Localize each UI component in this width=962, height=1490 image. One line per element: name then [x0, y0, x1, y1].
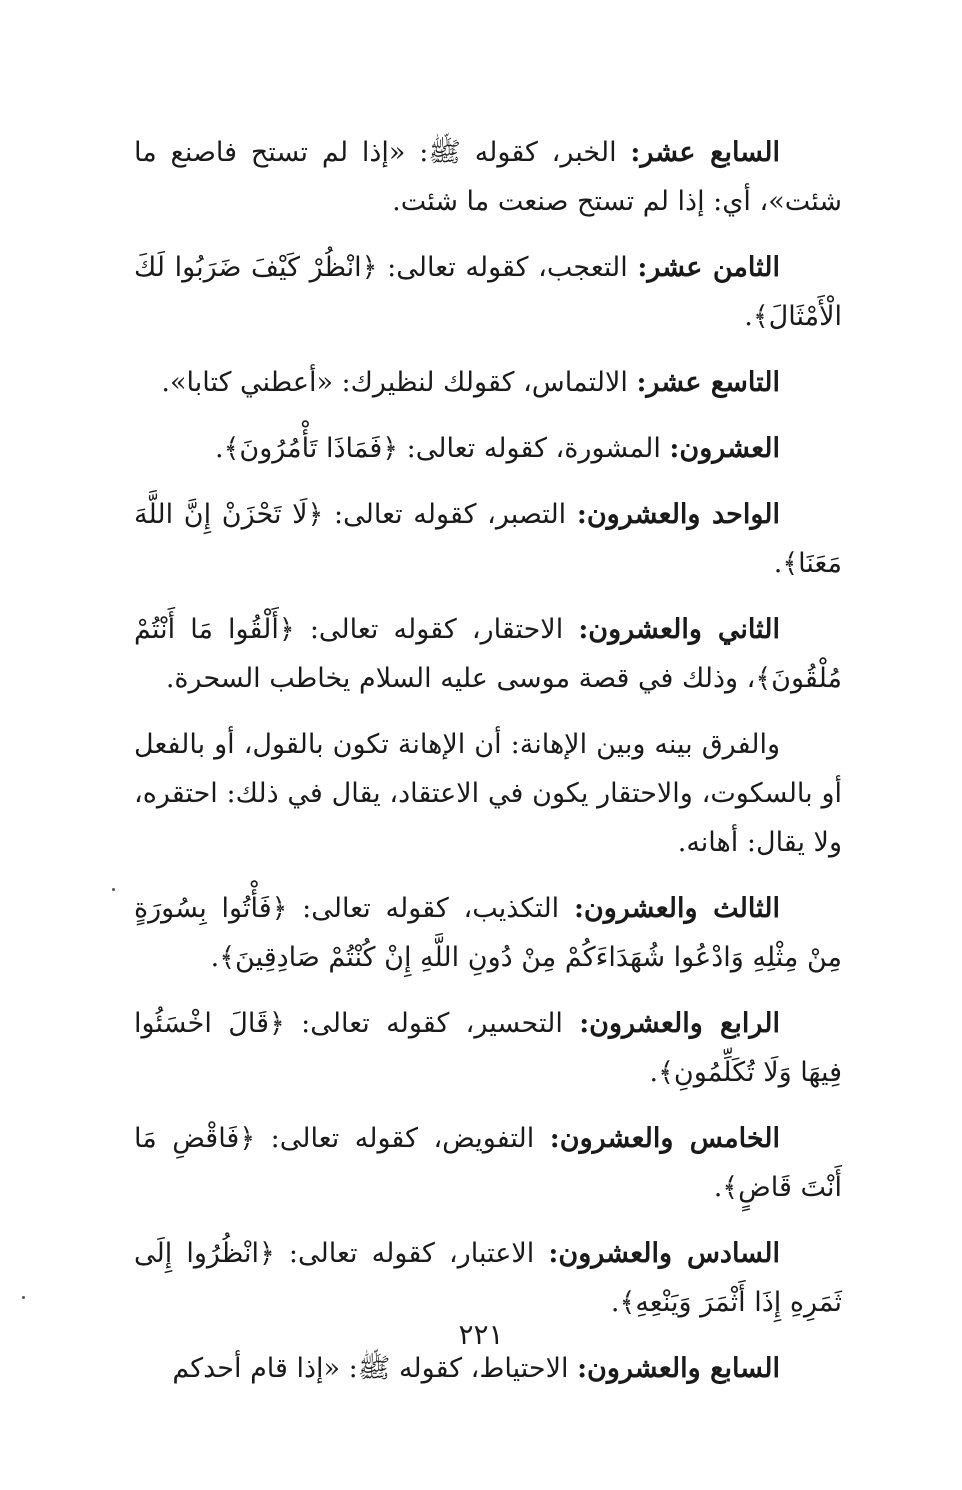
scan-speck: [22, 1296, 25, 1299]
paragraph-heading: الثامن عشر:: [637, 252, 780, 283]
paragraph-text: الالتماس، كقولك لنظيرك: «أعطني كتابا».: [161, 367, 637, 398]
paragraph-26: [134, 1229, 842, 1327]
paragraph-25: [134, 1114, 842, 1212]
paragraph-text: المشورة، كقوله تعالى: ﴿فَمَاذَا تَأْمُرُونَ﴾.: [215, 433, 670, 464]
paragraph-heading: العشرون:: [669, 433, 780, 464]
paragraph-text: التفويض، كقوله تعالى: ﴿فَاقْضِ مَا أَنْتَ قَاضٍ﴾.: [134, 1123, 842, 1203]
paragraph-20: [134, 424, 842, 473]
paragraph-heading: التاسع عشر:: [636, 367, 780, 398]
paragraph-21: [134, 490, 842, 588]
paragraph-23: [134, 884, 842, 982]
paragraph-heading: الخامس والعشرون:: [549, 1123, 780, 1154]
paragraph-heading: الواحد والعشرون:: [576, 499, 780, 530]
paragraph-heading: الرابع والعشرون:: [579, 1008, 780, 1039]
paragraph-difference-note: [134, 720, 842, 867]
paragraph-17: [134, 128, 842, 226]
paragraph-text: الاحتقار، كقوله تعالى: ﴿أَلْقُوا مَا أَنْتُمْ مُلْقُونَ﴾، وذلك في قصة موسى عليه السلام يخاطب السحرة.: [134, 614, 842, 694]
paragraph-heading: السادس والعشرون:: [548, 1238, 780, 1269]
paragraph-heading: السابع والعشرون:: [577, 1353, 780, 1384]
paragraph-text: الاحتياط، كقوله ﷺ: «إذا قام أحدكم: [172, 1353, 578, 1384]
paragraph-27: [134, 1344, 842, 1393]
paragraph-19: [134, 358, 842, 407]
paragraph-heading: الثاني والعشرون:: [578, 614, 780, 645]
scan-speck: [112, 888, 115, 891]
paragraph-heading: الثالث والعشرون:: [573, 893, 780, 924]
paragraph-text: الاعتبار، كقوله تعالى: ﴿انْظُرُوا إِلَى ثَمَرِهِ إِذَا أَثْمَرَ وَيَنْعِهِ﴾.: [134, 1238, 842, 1318]
paragraph-text: التصبر، كقوله تعالى: ﴿لَا تَحْزَنْ إِنَّ اللَّهَ مَعَنَا﴾.: [134, 499, 842, 579]
page-number: ٢٢١: [458, 1318, 504, 1351]
page-body: [134, 128, 842, 1410]
paragraph-22: [134, 605, 842, 703]
paragraph-24: [134, 999, 842, 1097]
paragraph-text: التحسير، كقوله تعالى: ﴿قَالَ اخْسَئُوا فِيهَا وَلَا تُكَلِّمُونِ﴾.: [134, 1008, 842, 1088]
paragraph-text: التعجب، كقوله تعالى: ﴿انْظُرْ كَيْفَ ضَرَبُوا لَكَ الْأَمْثَالَ﴾.: [134, 252, 842, 332]
paragraph-text: والفرق بينه وبين الإهانة: أن الإهانة تكون بالقول، أو بالفعل أو بالسكوت، والاحتقار يكون في الاعتقاد، يقال في ذلك: احتقره، ولا يقال: أهانه.: [134, 729, 842, 858]
paragraph-text: الخبر، كقوله ﷺ: «إذا لم تستح فاصنع ما شئت»، أي: إذا لم تستح صنعت ما شئت.: [134, 137, 842, 217]
paragraph-18: [134, 243, 842, 341]
paragraph-heading: السابع عشر:: [630, 137, 780, 168]
paragraph-text: التكذيب، كقوله تعالى: ﴿فَأْتُوا بِسُورَةٍ مِنْ مِثْلِهِ وَادْعُوا شُهَدَاءَكُمْ مِنْ دُونِ اللَّهِ إِنْ كُنْتُمْ صَادِقِينَ﴾.: [134, 893, 842, 973]
